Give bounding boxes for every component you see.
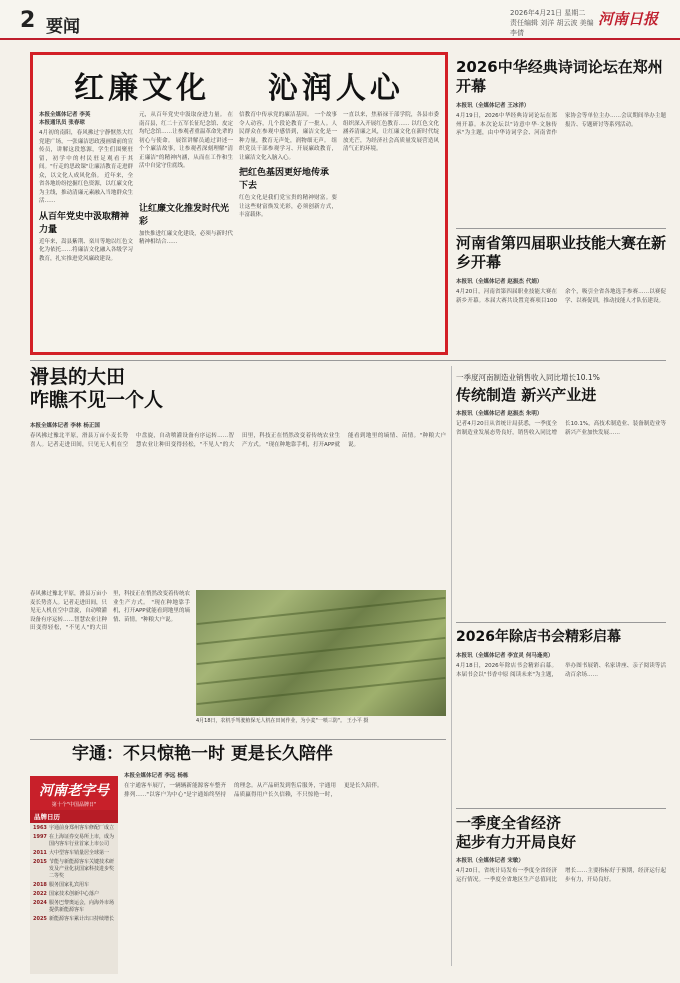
timeline-item: 2025 新能源客车累计出口持续增长 <box>33 916 115 922</box>
skills-article[interactable] <box>456 234 666 344</box>
lead-col-3 <box>239 111 337 351</box>
yutong-text: 在宇通客车展厅，一辆辆新能源客车整齐排列……"以客户为中心"是宇通始终坚持的理念。从产品研发到售后服务，宇通用品质赢得用户长久信赖，不只惊艳一时，更是长久陪伴。 <box>124 783 383 798</box>
lead-title-part1: 红廉文化 <box>74 71 211 106</box>
timeline-item: 2015 节能与新能源客车关键技术研发及产业化获国家科技进步奖二等奖 <box>33 859 115 879</box>
huaxian-title-line1: 滑县的大田 <box>30 366 126 388</box>
lead-col-4 <box>343 111 439 351</box>
manufacturing-text: 记者4月20日从省统计局获悉，一季度全省制造业发展态势良好，销售收入同比增长10.1%，高技术制造业、装备制造业等新兴产业加快发展…… <box>456 421 666 436</box>
yutong-article[interactable] <box>124 772 446 972</box>
date-line <box>510 8 600 38</box>
economy-article[interactable] <box>456 814 666 974</box>
book-fair-byline: 本报讯（全媒体记者 李宜灵 何马逢亮） <box>456 653 554 659</box>
lead-col3-subhead: 把红色基因更好地传承下去 <box>239 168 330 191</box>
lead-col-1 <box>39 111 133 351</box>
skills-byline: 本报讯（全媒体记者 赵振杰 代娟） <box>456 279 543 285</box>
lead-col2-text2: 加快推进红廉文化建设，必须与新时代精神相结合…… <box>139 230 233 245</box>
section-name: 要闻 <box>46 17 80 37</box>
lead-col3-text: 信教育中传承党的廉洁基因。 一个故事令人动容，几个段论教育了一批人。人民群众在参观中感悟到，廉洁文化是一种力量，教育无声处，润物细无声。 组织党员干部参观学习、开展廉政教育，让廉洁文化入脑入心。 <box>239 112 337 161</box>
economy-text: 4月20日，省统计局发布一季度全省经济运行情况。一季度全省地区生产总值同比增长……主要指标好于预期，经济运行起步有力，开局良好。 <box>456 868 666 883</box>
brand-timeline-box <box>30 776 118 974</box>
brand-header <box>30 776 118 810</box>
editor-text: 责任编辑 刘洋 胡云波 美编 李倩 <box>510 19 594 37</box>
divider <box>30 739 446 740</box>
timeline-item: 2011 大中型客车销量居全球第一 <box>33 850 110 856</box>
page-header <box>0 0 680 40</box>
lead-col2-text: 元，从百年党史中汲取奋进力量。 在南召县，红二十五军长征纪念馆、皮定均纪念馆……让参观者重温革命先辈的初心与使命。 展馆讲解员通过讲述一个个廉洁故事，让参观者深刻理解"清正廉洁"的精神内涵，从而在工作和生活中自觉守住底线。 <box>139 112 233 169</box>
huaxian-text-continued: 春风拂过豫北平原，滑县万亩小麦长势喜人。记者走进田间，只见无人机在空中盘旋，自动喷灌设备有序运转……智慧农业让种田变得轻松，"不见人"的大田里，科技正在悄然改变着传统农业生产方式。 "现在种地靠手机，打开APP就能看到地里的墒情、苗情。"种粮大户说。 <box>30 591 190 631</box>
divider <box>456 228 666 229</box>
poetry-byline: 本报讯（全媒体记者 王冰洋） <box>456 103 530 109</box>
brand-calendar-label: 品牌日历 <box>30 810 118 823</box>
book-fair-text: 4月18日，2026年除店书会精彩启幕。本届书会以"书香中原 阅读未来"为主题，举办图书展销、名家讲座、亲子阅读等活动百余场…… <box>456 663 666 678</box>
timeline-item: 2022 国家技术创新中心落户 <box>33 891 100 897</box>
lead-byline: 本报全媒体记者 李英 本报通讯员 张春琼 <box>39 112 91 126</box>
photo-caption: 4月18日，农机手驾驶植保无人机在田间作业，为小麦"一喷三防"。 王小平 摄 <box>196 718 369 724</box>
lead-col1-text: 4月初的南阳，春风拂过宁静惬然大红党建广场，一张廉洁思政漫画墙前的宣传员，讲解这段悠源，学生们围聚驻留，初学中的村民驻足观看于其间。"行走的思政课"让廉洁教育走进群众，以文化人成风化俗。 近年来，全省各地纷纷挖掘红色资源，以红廉文化为主线，推动清廉元素融入当地群众生活…… <box>39 130 133 204</box>
timeline-item: 2018 服务国家礼宾用车 <box>33 882 90 888</box>
skills-title: 河南省第四届职业技能大赛在新乡开幕 <box>456 234 666 271</box>
manufacturing-article[interactable] <box>456 372 666 592</box>
huaxian-headline <box>30 366 198 411</box>
huaxian-byline: 本报全媒体记者 李林 杨正国 <box>30 423 100 429</box>
brand-subtitle: 第十个"中国品牌日" <box>51 802 97 808</box>
huaxian-article[interactable] <box>30 422 446 587</box>
economy-title-line2: 起步有力开局良好 <box>456 833 577 851</box>
newspaper-logo: 河南日报 <box>597 10 658 28</box>
lead-col1-subhead: 从百年党史中汲取精神力量 <box>39 211 130 235</box>
huaxian-title-line2: 咋瞧不见一个人 <box>30 389 164 411</box>
yutong-title: 宇通：不只惊艳一时 更是长久陪伴 <box>72 744 333 764</box>
timeline-item: 2024 服务巴黎奥运会，向海外市场提供新能源客车 <box>33 900 115 913</box>
book-fair-title: 2026年除店书会精彩启幕 <box>456 629 621 645</box>
lead-col-2 <box>139 111 233 351</box>
lead-col3-text2: 红色文化是我们党宝贵的精神财富。要让这些财富焕发光彩，必须创新方式，丰富载体。 <box>239 195 337 218</box>
lead-title-part2: 沁润人心 <box>267 71 404 106</box>
lead-col1-text2: 近年来，嵩县紫荆、栾川等地以红色文化为依托……将廉洁文化融入各级学习教育，扎实推进党风廉政建设。 <box>39 238 133 262</box>
poetry-article[interactable] <box>456 58 666 228</box>
manufacturing-kicker: 一季度河南制造业销售收入同比增长10.1% <box>456 373 600 382</box>
lead-article[interactable] <box>30 52 448 355</box>
book-fair-article[interactable] <box>456 628 666 796</box>
manufacturing-title: 传统制造 新兴产业进 <box>456 386 597 404</box>
huaxian-text: 春风拂过豫北平原，滑县万亩小麦长势喜人。记者走进田间，只见无人机在空中盘旋，自动喷灌设备有序运转……智慧农业让种田变得轻松，"不见人"的大田里，科技正在悄然改变着传统农业生产方式。 "现在种地靠手机，打开APP就能看到地里的墒情、苗情。"种粮大户说。 <box>30 433 446 448</box>
lead-title <box>33 63 445 107</box>
poetry-title: 2026中华经典诗词论坛在郑州开幕 <box>456 58 663 95</box>
economy-byline: 本报讯（全媒体记者 宋敏） <box>456 858 524 864</box>
skills-text: 4月20日，河南省第四届职业技能大赛在新乡开幕。本届大赛共设置竞赛项目100余个，吸引全省各地选手参赛……以赛促学、以赛促训，推动技能人才队伍建设。 <box>456 289 666 304</box>
poetry-text: 4月19日，2026中华经典诗词论坛在郑州开幕。本次论坛以"诗意中华·文脉传承"为主题，由中华诗词学会、河南省作家协会等单位主办……会议期间举办主题报告、专题研讨等系列活动。 <box>456 113 666 136</box>
timeline-item: 1963 宇通前身郑州客车修配厂成立 <box>33 825 115 831</box>
yutong-byline: 本报全媒体记者 李远 杨栋 <box>124 773 189 779</box>
timeline-item: 1997 在上海证券交易所上市，成为国内客车行业首家上市公司 <box>33 834 115 847</box>
brand-title: 河南老字号 <box>39 783 109 799</box>
page-number: 2 <box>20 8 36 33</box>
divider <box>456 622 666 623</box>
economy-title-line1: 一季度全省经济 <box>456 814 562 832</box>
manufacturing-byline: 本报讯（全媒体记者 赵振杰 朱明） <box>456 411 543 417</box>
divider <box>456 808 666 809</box>
column-divider <box>451 366 452 966</box>
farm-photo <box>196 590 446 716</box>
lead-col4-text: 一直以来，焦裕禄干部学院，各县市委组织深入开展红色教育…… 以红色文化涵养清廉之风，让红廉文化在新时代绽放光芒，为经济社会高质量发展营造风清气正的环境。 <box>343 112 439 152</box>
lead-col2-subhead: 让红廉文化推发时代光彩 <box>139 203 230 227</box>
huaxian-continued <box>30 590 190 735</box>
divider <box>30 360 666 361</box>
date-text: 2026年4月21日 星期二 <box>510 9 586 17</box>
